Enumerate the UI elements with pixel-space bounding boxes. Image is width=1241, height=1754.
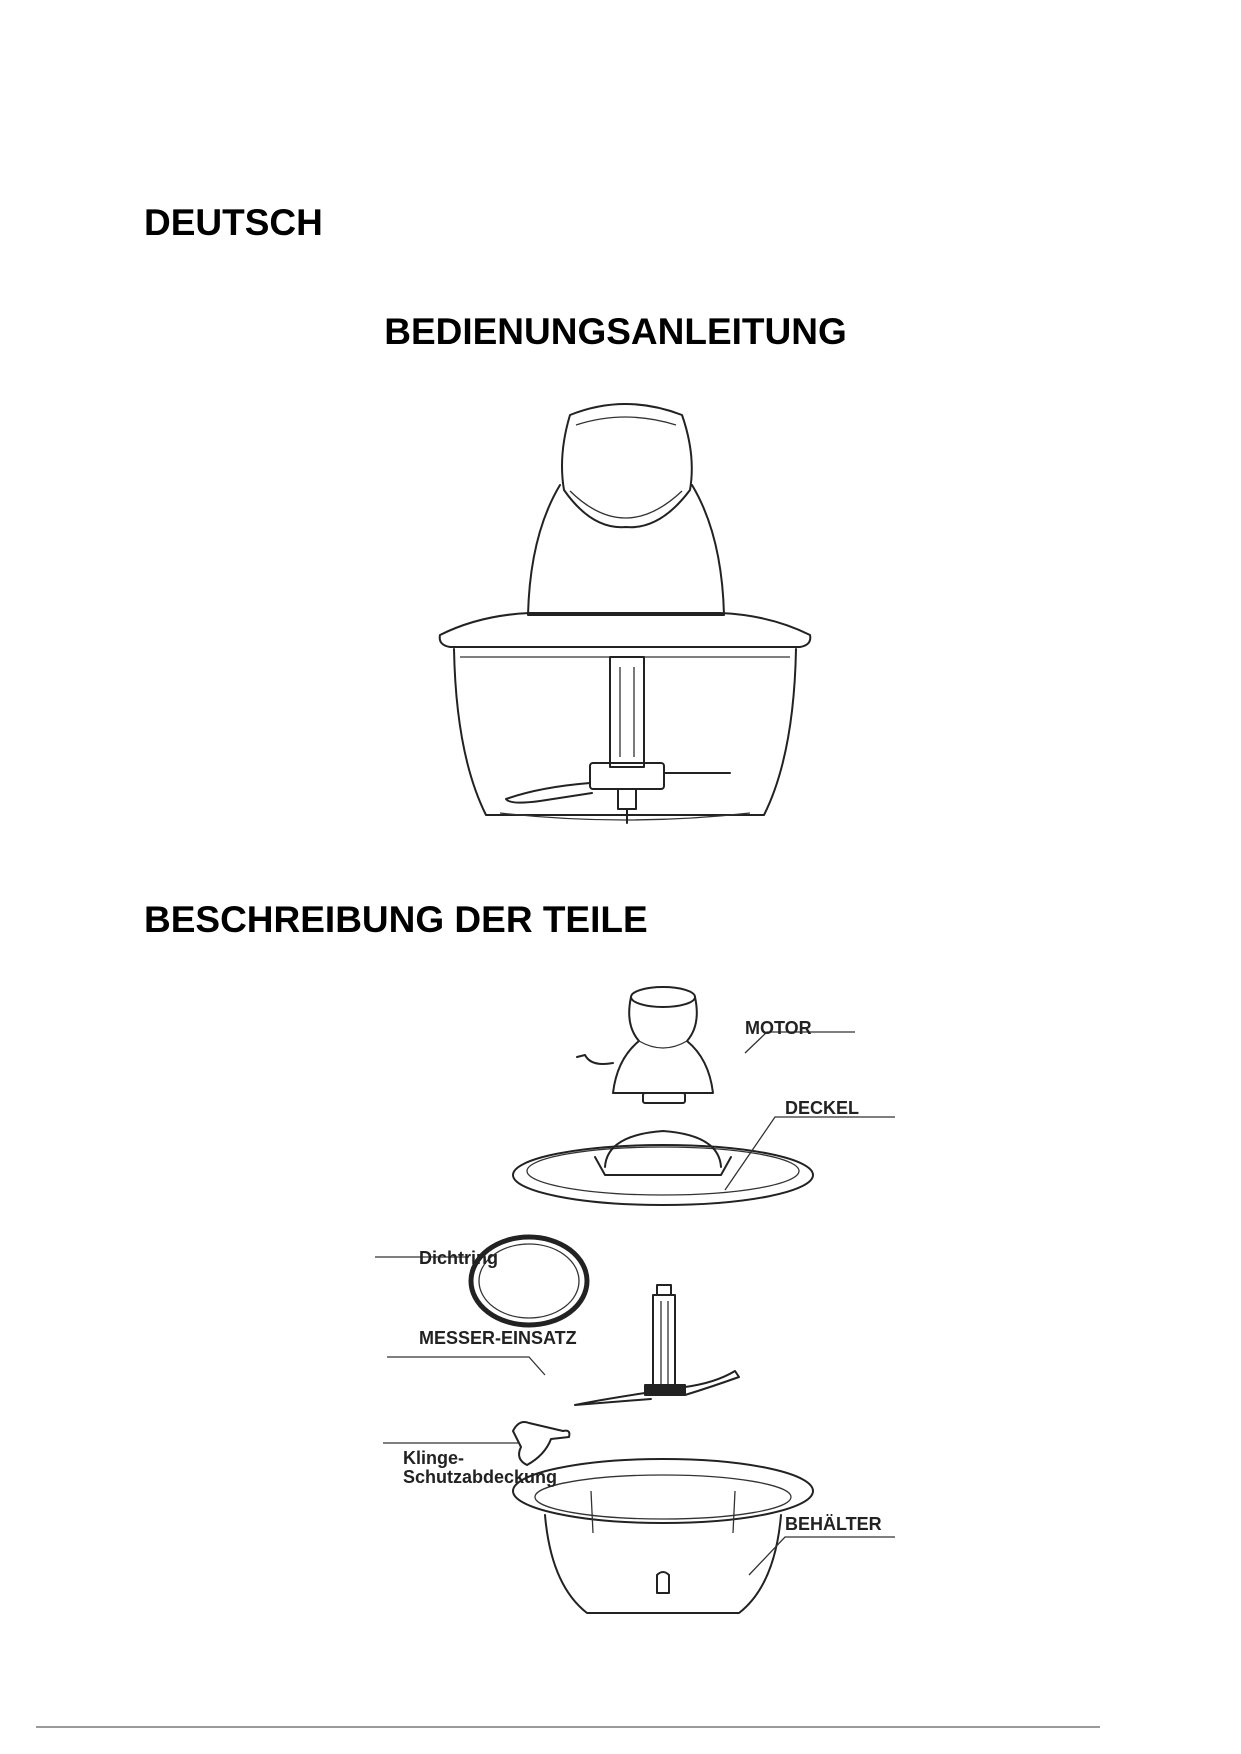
- section-heading: BESCHREIBUNG DER TEILE: [144, 899, 648, 940]
- food-chopper-illustration: [420, 395, 840, 835]
- label-motor: MOTOR: [745, 1018, 812, 1038]
- label-blade-cover: Klinge- Schutzabdeckung: [403, 1448, 558, 1487]
- lid-part-icon: [513, 1117, 895, 1205]
- motor-part-icon: [577, 987, 855, 1103]
- label-seal: Dichtring: [419, 1248, 498, 1268]
- label-lid: DECKEL: [785, 1098, 860, 1118]
- label-blade-insert: MESSER-EINSATZ: [419, 1328, 577, 1348]
- footer-divider: [36, 1726, 1100, 1728]
- manual-title: BEDIENUNGSANLEITUNG: [384, 311, 847, 352]
- exploded-parts-diagram: [395, 985, 915, 1615]
- label-container: BEHÄLTER: [785, 1514, 882, 1534]
- language-heading: DEUTSCH: [144, 202, 323, 243]
- container-part-icon: [513, 1459, 895, 1613]
